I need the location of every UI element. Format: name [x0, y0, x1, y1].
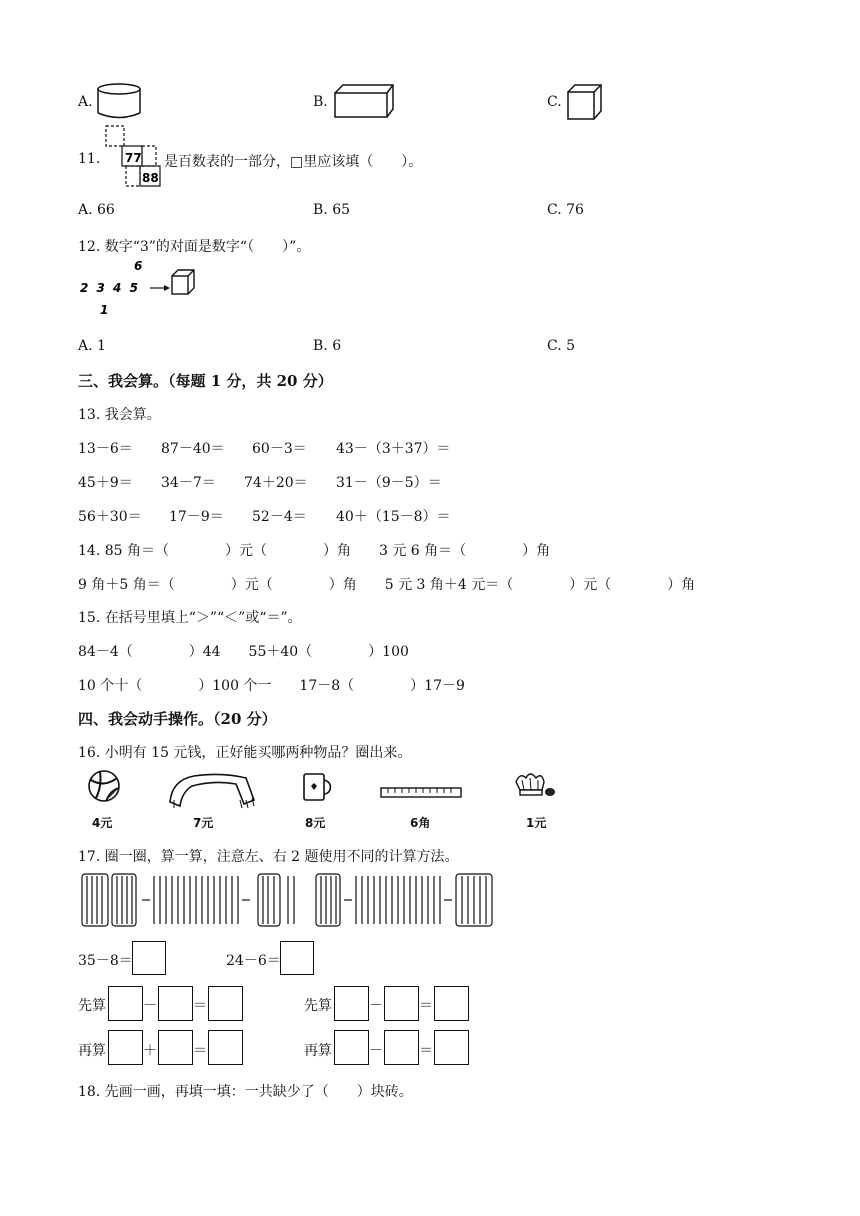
- net-row-digits: 2 3 4 5: [80, 281, 140, 295]
- mug-icon: [300, 770, 334, 806]
- answer-box[interactable]: [384, 1030, 419, 1065]
- net-top-digit: 6: [134, 259, 143, 273]
- cell-88: 88: [142, 171, 159, 185]
- cuboid-figure: [332, 84, 396, 120]
- section-3-title: 三、我会算。（每题 1 分，共 20 分）: [78, 372, 333, 390]
- minus-sign: －: [143, 998, 157, 1014]
- cube-net-figure: [78, 258, 208, 320]
- q14-line-2: 9 角＋5 角＝（ ）元（ ）角 5 元 3 角＋4 元＝（ ）元（ ）角: [78, 577, 696, 593]
- option-b-label: B.: [313, 94, 328, 110]
- scarf-icon: [166, 770, 260, 812]
- answer-box[interactable]: [334, 1030, 369, 1065]
- option-c-label: C.: [547, 94, 562, 110]
- answer-box[interactable]: [280, 941, 314, 975]
- q13-text: 13. 我会算。: [78, 407, 161, 423]
- answer-box[interactable]: [108, 986, 143, 1021]
- shuttlecock-icon: [512, 770, 556, 806]
- q12-option-a: A. 1: [78, 338, 106, 354]
- answer-box[interactable]: [108, 1030, 143, 1065]
- q17-left-equation: 35－8＝: [78, 953, 133, 969]
- calc-item: 74＋20＝: [244, 475, 308, 491]
- q15-line-2: 10 个十（ ）100 个一 17－8（ ）17－9: [78, 678, 465, 694]
- answer-box[interactable]: [208, 986, 243, 1021]
- answer-box[interactable]: [384, 986, 419, 1021]
- q12-text: 12. 数字“3”的对面是数字“（ ）”。: [78, 239, 311, 255]
- price-mug: 8元: [305, 816, 326, 830]
- price-shuttlecock: 1元: [526, 816, 547, 830]
- equals-sign: ＝: [193, 1043, 207, 1059]
- q11-option-b: B. 65: [313, 202, 351, 218]
- calc-item: 60－3＝: [252, 441, 307, 457]
- ruler-icon: [380, 786, 464, 800]
- q15-line-1: 84－4（ ）44 55＋40（ ）100: [78, 644, 409, 660]
- plus-sign: ＋: [143, 1043, 157, 1059]
- cell-77: 77: [125, 151, 142, 165]
- net-bottom-digit: 1: [100, 303, 109, 317]
- counting-sticks-figure: [78, 870, 498, 932]
- q14-line-1: 14. 85 角＝（ ）元（ ）角 3 元 6 角＝（ ）角: [78, 543, 551, 559]
- answer-box[interactable]: [158, 1030, 193, 1065]
- answer-box[interactable]: [208, 1030, 243, 1065]
- calc-item: 17－9＝: [169, 509, 224, 525]
- section-4-title: 四、我会动手操作。（20 分）: [78, 710, 277, 728]
- calc-item: 52－4＝: [252, 509, 307, 525]
- answer-box[interactable]: [434, 986, 469, 1021]
- ball-icon: [86, 768, 124, 806]
- first-step-label: 先算: [304, 998, 332, 1014]
- calc-item: 13－6＝: [78, 441, 133, 457]
- equals-sign: ＝: [419, 1043, 433, 1059]
- answer-box[interactable]: [334, 986, 369, 1021]
- first-step-label: 先算: [78, 998, 106, 1014]
- cube-figure: [566, 84, 606, 122]
- q11-option-a: A. 66: [78, 202, 115, 218]
- q11-number: 11.: [78, 151, 101, 167]
- q18-text: 18. 先画一画，再填一填：一共缺少了（ ）块砖。: [78, 1084, 413, 1100]
- option-a-label: A.: [78, 94, 93, 110]
- calc-item: 43－（3＋37）＝: [336, 441, 451, 457]
- minus-sign: －: [369, 998, 383, 1014]
- calc-item: 87－40＝: [161, 441, 225, 457]
- then-step-label: 再算: [78, 1043, 106, 1059]
- calc-item: 34－7＝: [161, 475, 216, 491]
- cylinder-figure: [96, 82, 144, 122]
- q11-text: 是百数表的一部分，□里应该填（ ）。: [164, 154, 423, 170]
- equals-sign: ＝: [193, 998, 207, 1014]
- q11-option-c: C. 76: [547, 202, 584, 218]
- answer-box[interactable]: [132, 941, 166, 975]
- calc-item: 31－（9－5）＝: [336, 475, 442, 491]
- q12-option-c: C. 5: [547, 338, 576, 354]
- minus-sign: －: [369, 1043, 383, 1059]
- q15-text: 15. 在括号里填上“＞”“＜”或“＝”。: [78, 610, 302, 626]
- then-step-label: 再算: [304, 1043, 332, 1059]
- equals-sign: ＝: [419, 998, 433, 1014]
- price-ruler: 6角: [410, 816, 431, 830]
- hundred-chart-fragment: [104, 124, 164, 190]
- q12-option-b: B. 6: [313, 338, 342, 354]
- calc-item: 45＋9＝: [78, 475, 133, 491]
- calc-item: 56＋30＝: [78, 509, 142, 525]
- q17-right-equation: 24－6＝: [226, 953, 281, 969]
- price-scarf: 7元: [193, 816, 214, 830]
- q17-text: 17. 圈一圈，算一算，注意左、右 2 题使用不同的计算方法。: [78, 849, 459, 865]
- calc-item: 40＋（15－8）＝: [336, 509, 451, 525]
- answer-box[interactable]: [434, 1030, 469, 1065]
- answer-box[interactable]: [158, 986, 193, 1021]
- price-ball: 4元: [92, 816, 113, 830]
- q16-text: 16. 小明有 15 元钱，正好能买哪两种物品？圈出来。: [78, 745, 412, 761]
